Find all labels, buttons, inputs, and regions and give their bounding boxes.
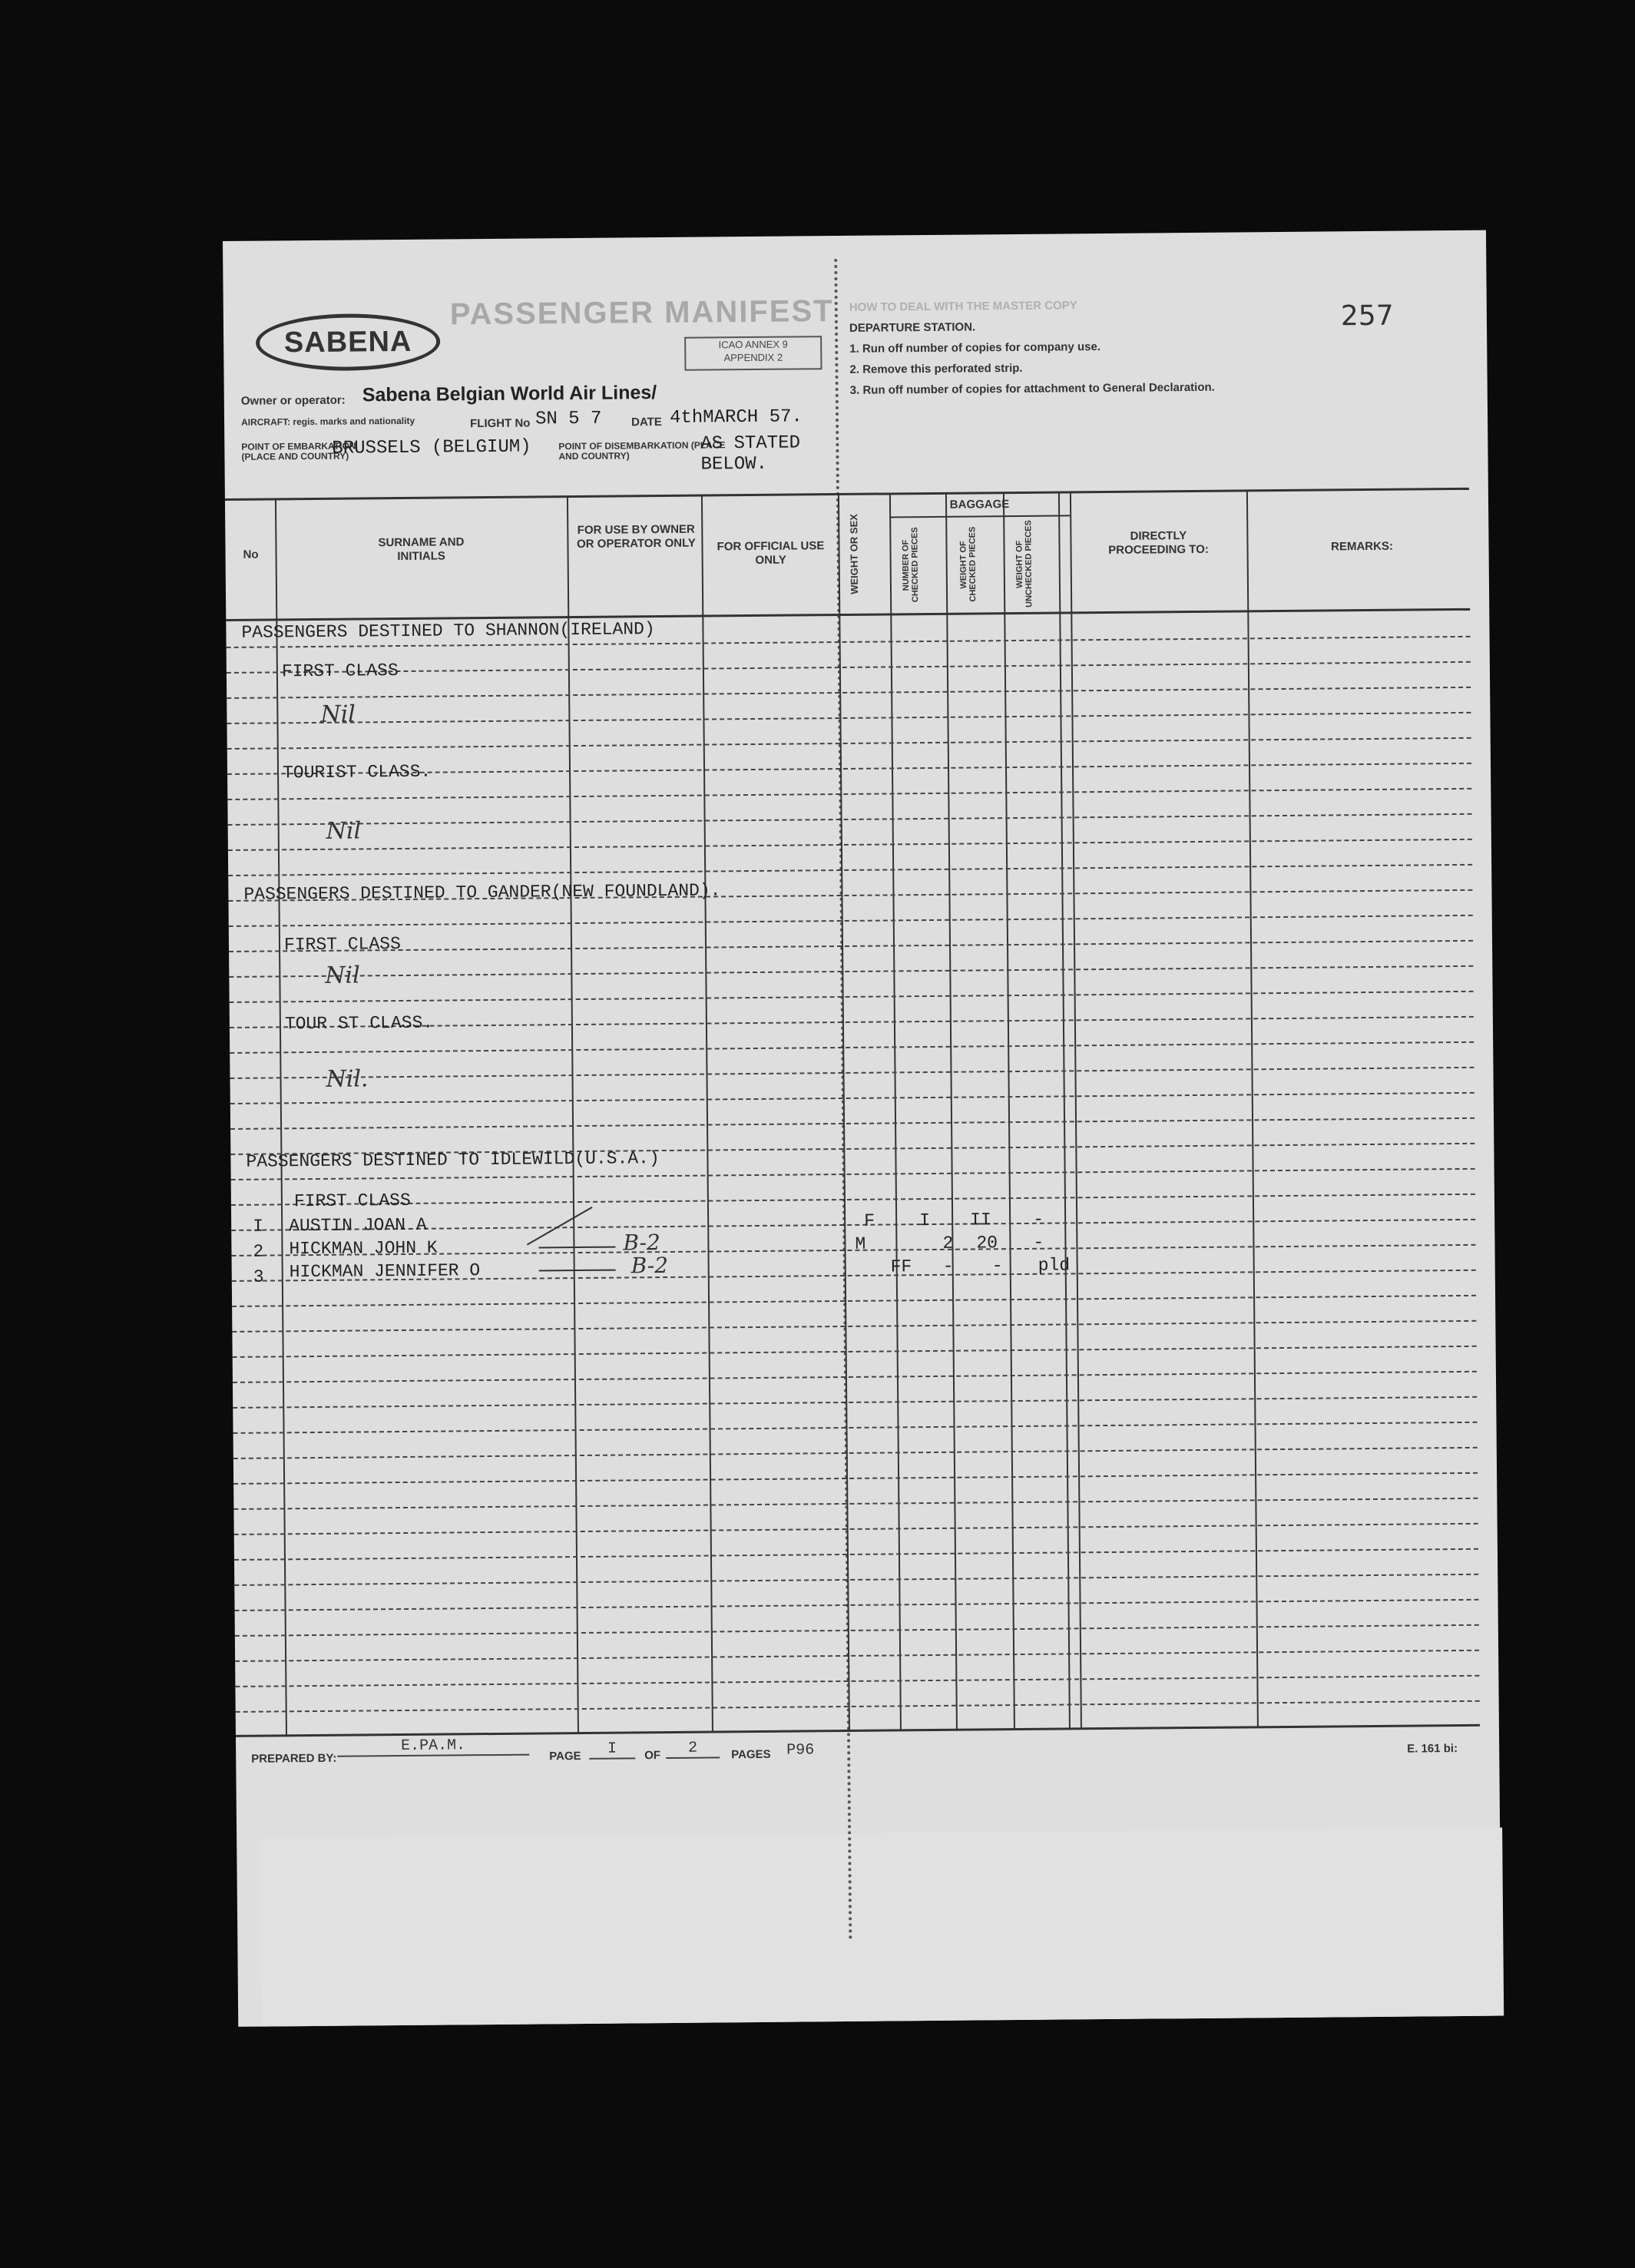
page-label: PAGE xyxy=(549,1750,581,1763)
handwritten-mark: B-2 xyxy=(631,1252,669,1279)
instruction-line: 3. Run off number of copies for attachment to General Declaration. xyxy=(849,380,1215,397)
col-divider xyxy=(1070,492,1082,1728)
logo-text: SABENA xyxy=(283,325,412,359)
class-label: FIRST CLASS xyxy=(281,661,399,682)
tear-off-instructions xyxy=(849,293,1388,401)
col-owner-use: FOR USE BY OWNER OR OPERATOR ONLY xyxy=(577,522,696,551)
ruled-line xyxy=(229,915,1473,927)
checked-pieces: 2 xyxy=(942,1233,954,1253)
owner-label: Owner or operator: xyxy=(240,393,346,408)
passenger-sex: F xyxy=(864,1210,875,1231)
col-remarks: REMARKS: xyxy=(1331,539,1394,554)
col-divider xyxy=(942,493,958,1730)
ruled-line xyxy=(230,991,1474,1003)
nil-entry: Nil xyxy=(320,700,356,728)
ruled-line xyxy=(230,1117,1474,1130)
prepared-by-label: PREPARED BY: xyxy=(251,1751,337,1766)
class-label: TOUR ST CLASS. xyxy=(284,1012,434,1035)
passenger-sex: M xyxy=(855,1233,866,1254)
handwritten-mark: B-2 xyxy=(623,1230,660,1256)
handwritten-pen-strokes xyxy=(523,1197,647,1283)
ruled-line xyxy=(233,1371,1477,1383)
ruled-line xyxy=(234,1574,1478,1586)
of-label: OF xyxy=(644,1749,661,1763)
checked-weight: II xyxy=(970,1210,991,1230)
ruled-line xyxy=(230,1041,1474,1054)
ruled-line xyxy=(234,1548,1478,1561)
col-divider xyxy=(838,494,850,1730)
col-divider xyxy=(1246,490,1259,1727)
date-label: DATE xyxy=(631,416,662,429)
ruled-line xyxy=(227,788,1471,800)
ruled-line xyxy=(228,839,1472,851)
col-weight-unchecked: WEIGHT OF UNCHECKED PIECES xyxy=(1014,520,1034,608)
ruled-line xyxy=(231,1194,1475,1206)
col-official-use: FOR OFFICIAL USE ONLY xyxy=(717,539,825,567)
col-directly-proceeding: DIRECTLY PROCEEDING TO: xyxy=(1108,529,1209,557)
col-baggage: BAGGAGE xyxy=(949,498,1010,512)
instruction-line: DEPARTURE STATION. xyxy=(849,320,976,335)
form-code: E. 161 bi: xyxy=(1407,1742,1458,1756)
ruled-line xyxy=(235,1624,1479,1637)
passenger-sex: FF xyxy=(890,1257,912,1277)
instruction-line: 1. Run off number of copies for company use. xyxy=(849,340,1101,356)
col-num-checked: NUMBER OF CHECKED PIECES xyxy=(901,527,921,603)
header-bottom-line xyxy=(226,608,1470,621)
instruction-heading: HOW TO DEAL WITH THE MASTER COPY xyxy=(849,299,1077,314)
class-label: TOURIST CLASS. xyxy=(282,761,432,783)
ruled-line xyxy=(227,712,1471,724)
destination-heading: PASSENGERS DESTINED TO GANDER(NEW FOUNDLAND). xyxy=(243,880,721,905)
ruled-line xyxy=(232,1320,1476,1333)
disembark-label: POINT OF DISEMBARKATION (PLACE AND COUNTRY) xyxy=(558,439,726,462)
manifest-sheet xyxy=(223,230,1501,2027)
flight-label: FLIGHT No xyxy=(470,416,531,431)
ruled-line xyxy=(228,864,1472,876)
col-weight-sex: WEIGHT OR SEX xyxy=(848,514,861,595)
col-surname: SURNAME AND INITIALS xyxy=(378,535,465,564)
table-rows xyxy=(223,230,1486,241)
page-code: P96 xyxy=(786,1741,815,1760)
flight-value: SN 5 7 xyxy=(535,408,602,430)
ruled-line xyxy=(227,687,1471,699)
unchecked-weight: pld xyxy=(1038,1255,1071,1276)
date-value: 4thMARCH 57. xyxy=(669,406,803,429)
passenger-name: AUSTIN JOAN A xyxy=(289,1214,427,1237)
icao-line2: APPENDIX 2 xyxy=(723,351,783,364)
unchecked-weight: - xyxy=(1033,1232,1044,1253)
disembark-value: AS STATED BELOW. xyxy=(700,432,801,475)
prepared-by-value: E.PA.M. xyxy=(337,1737,529,1757)
ruled-line xyxy=(233,1422,1478,1434)
col-divider xyxy=(275,498,287,1735)
ruled-line xyxy=(230,1067,1474,1079)
ruled-line xyxy=(233,1498,1478,1510)
ruled-line xyxy=(232,1295,1476,1307)
aircraft-label: AIRCRAFT: regis. marks and nationality xyxy=(240,415,415,428)
page-number: 257 xyxy=(1340,300,1394,333)
passenger-name: HICKMAN JENNIFER O xyxy=(289,1260,481,1283)
ruled-line xyxy=(233,1396,1477,1409)
nil-entry: Nil. xyxy=(326,1065,369,1093)
class-label: FIRST CLASS xyxy=(293,1190,411,1212)
checked-pieces: I xyxy=(919,1210,931,1231)
ruled-line xyxy=(233,1346,1477,1358)
col-divider xyxy=(889,493,902,1730)
checked-pieces: - xyxy=(942,1256,954,1276)
ruled-line xyxy=(235,1650,1479,1662)
ruled-line xyxy=(229,965,1473,978)
nil-entry: Nil xyxy=(325,962,360,989)
passenger-no: 2 xyxy=(253,1241,264,1262)
form-title: PASSENGER MANIFEST xyxy=(449,294,834,332)
destination-heading: PASSENGERS DESTINED TO SHANNON(IRELAND) xyxy=(241,619,655,643)
unchecked-weight: - xyxy=(1033,1209,1044,1230)
col-divider xyxy=(1058,492,1071,1729)
pages-label: PAGES xyxy=(731,1747,771,1762)
sheet-lower-margin xyxy=(260,1828,1504,2027)
ruled-line xyxy=(228,813,1472,826)
instruction-line: 2. Remove this perforated strip. xyxy=(849,361,1023,376)
passenger-name: HICKMAN JOHN K xyxy=(289,1237,438,1260)
of-value: 2 xyxy=(666,1739,720,1759)
ruled-line xyxy=(230,1092,1474,1104)
col-weight-checked: WEIGHT OF CHECKED PIECES xyxy=(958,527,978,602)
ruled-line xyxy=(234,1523,1478,1535)
ruled-line xyxy=(235,1675,1479,1687)
nil-entry: Nil xyxy=(326,817,362,845)
icao-box xyxy=(684,336,822,371)
owner-value: Sabena Belgian World Air Lines/ xyxy=(362,382,657,406)
ruled-line xyxy=(233,1447,1478,1459)
ruled-line xyxy=(236,1700,1480,1713)
passenger-no: I xyxy=(253,1216,264,1237)
ruled-line xyxy=(233,1472,1478,1485)
embark-value: BRUSSELS (BELGIUM) xyxy=(332,436,531,459)
sabena-logo xyxy=(256,313,441,372)
icao-line1: ICAO ANNEX 9 xyxy=(718,338,788,351)
page-value: I xyxy=(589,1740,635,1760)
ruled-line xyxy=(227,661,1471,674)
col-no: No xyxy=(243,548,259,561)
class-label: FIRST CLASS xyxy=(283,934,401,955)
destination-heading: PASSENGERS DESTINED TO IDLEWILD(U.S.A.) xyxy=(246,1148,660,1172)
passenger-no: 3 xyxy=(253,1266,264,1287)
table-bottom-line xyxy=(236,1724,1480,1737)
col-divider xyxy=(701,495,713,1732)
ruled-line xyxy=(235,1599,1479,1611)
col-divider xyxy=(567,496,579,1733)
checked-weight: 20 xyxy=(976,1233,998,1253)
checked-weight: - xyxy=(991,1256,1003,1276)
embark-label: POINT OF EMBARKATION (PLACE AND COUNTRY) xyxy=(241,440,356,462)
baggage-divider xyxy=(889,515,1070,518)
col-divider xyxy=(1003,492,1015,1729)
header-top-line xyxy=(225,488,1469,501)
ruled-line xyxy=(229,940,1473,952)
ruled-line xyxy=(227,737,1471,750)
